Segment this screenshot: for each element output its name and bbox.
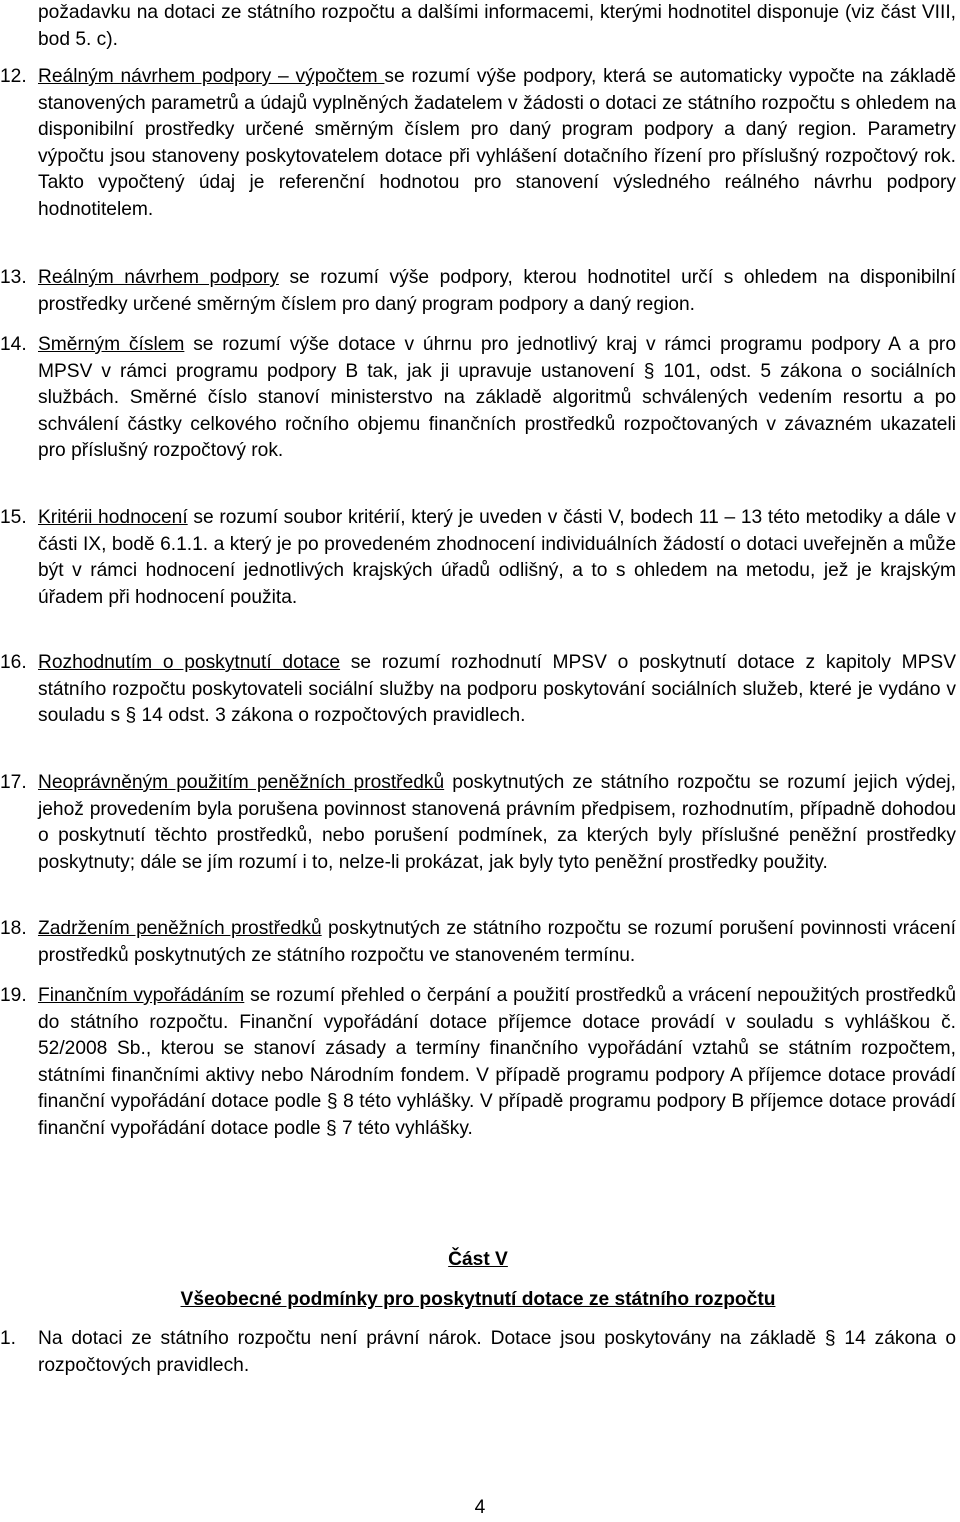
definition-number: 15. <box>0 507 27 528</box>
definition-18 <box>0 916 956 969</box>
definition-body <box>38 64 956 224</box>
definition-19 <box>0 983 956 1143</box>
definition-term: Rozhodnutím o poskytnutí dotace <box>38 652 341 673</box>
section-title: Část V <box>448 1249 508 1270</box>
definition-term: Reálným návrhem podpory <box>38 267 279 288</box>
definition-number: 14. <box>0 334 27 355</box>
definition-text: se rozumí výše podpory, kterou hodnotitel určí s ohledem na disponibilní prostředky určené směrným číslem pro daný program podpory a daný region. <box>38 267 956 315</box>
definition-body <box>38 332 956 465</box>
definition-term: Reálným návrhem podpory – výpočtem <box>38 66 385 87</box>
definition-term: Finančním vypořádáním <box>38 985 245 1006</box>
definition-body <box>38 650 956 730</box>
definition-body <box>38 916 956 969</box>
section-item-text: Na dotaci ze státního rozpočtu není právní nárok. Dotace jsou poskytovány na základě § 14 zákona o rozpočtových pravidlech. <box>38 1328 956 1376</box>
definition-text: se rozumí přehled o čerpání a použití prostředků a vrácení nepoužitých prostředků do státního rozpočtu. Finanční vypořádání dotace příjemce dotace provádí v souladu s vyhláškou č. 52/2008 Sb., kterou se stanoví zásady a termíny finančního vypořádání vztahů se státním rozpočtem, státními finančními aktivy nebo Národním fondem. V případě programu podpory A příjemce dotace provádí finanční vypořádání dotace podle § 8 této vyhlášky. V případě programu podpory B příjemce dotace provádí finanční vypořádání dotace podle § 7 této vyhlášky. <box>38 985 956 1139</box>
definition-number: 19. <box>0 985 27 1006</box>
definition-number: 13. <box>0 267 27 288</box>
definition-text: se rozumí výše podpory, která se automaticky vypočte na základě stanovených parametrů a údajů vyplněných žadatelem v žádosti o dotaci ze státního rozpočtu s ohledem na disponibilní prostředky určené směrným číslem pro daný program podpory a daný region. Parametry výpočtu jsou stanoveny poskytovatelem dotace při vyhlášení dotačního řízení pro příslušný rozpočtový rok. Takto vypočtený údaj je referenční hodnotou pro stanovení výsledného reálného návrhu podpory hodnotitelem. <box>38 66 956 220</box>
definition-body <box>38 770 956 876</box>
section-item-1 <box>0 1326 956 1379</box>
definition-body <box>38 505 956 611</box>
definition-term: Kritérii hodnocení <box>38 507 188 528</box>
definition-17 <box>0 770 956 876</box>
definition-14 <box>0 332 956 465</box>
definition-16 <box>0 650 956 730</box>
section-item-number: 1. <box>0 1328 17 1349</box>
definition-12 <box>0 64 956 224</box>
definition-term: Směrným číslem <box>38 334 185 355</box>
definition-15 <box>0 505 956 611</box>
page-number: 4 <box>474 1497 486 1518</box>
definition-term: Neoprávněným použitím peněžních prostředků <box>38 772 445 793</box>
definition-number: 16. <box>0 652 27 673</box>
definition-body <box>38 983 956 1143</box>
definition-text: se rozumí rozhodnutí MPSV o poskytnutí dotace z kapitoly MPSV státního rozpočtu poskytovateli sociální služby na podporu poskytování sociálních služeb, které je vydáno v souladu s § 14 odst. 3 zákona o rozpočtových pravidlech. <box>38 652 957 727</box>
definition-text: poskytnutých ze státního rozpočtu se rozumí porušení povinnosti vrácení prostředků poskytnutých ze státního rozpočtu ve stanoveném termínu. <box>38 918 956 966</box>
definition-body <box>38 265 956 318</box>
definition-text: poskytnutých ze státního rozpočtu se rozumí jejich výdej, jehož provedením byla porušena povinnost stanovená právním předpisem, rozhodnutím, případně dohodou o poskytnutí těchto prostředků, nebo porušení podmínek, za kterých byly příslušné peněžní prostředky poskytnuty; dále se jím rozumí i to, nelze-li prokázat, jak byly tyto peněžní prostředky použity. <box>38 772 956 873</box>
definition-number: 12. <box>0 66 27 87</box>
definition-13 <box>0 265 956 318</box>
section-subtitle: Všeobecné podmínky pro poskytnutí dotace ze státního rozpočtu <box>180 1289 776 1310</box>
intro-continuation: požadavku na dotaci ze státního rozpočtu a dalšími informacemi, kterými hodnotitel disponuje (viz část VIII, bod 5. c). <box>38 2 956 50</box>
definition-number: 18. <box>0 918 27 939</box>
definition-text: se rozumí výše dotace v úhrnu pro jednotlivý kraj v rámci programu podpory A a pro MPSV v rámci programu podpory B tak, jak ji upravuje ustanovení § 101, odst. 5 zákona o sociálních službách. Směrné číslo stanoví ministerstvo na základě algoritmů schválených vedením resortu a po schválení částky celkového ročního objemu finančních prostředků rozpočtovaných v závazném ukazateli pro příslušný rozpočtový rok. <box>38 334 956 462</box>
definition-term: Zadržením peněžních prostředků <box>38 918 322 939</box>
definition-number: 17. <box>0 772 27 793</box>
definition-text: se rozumí soubor kritérií, který je uveden v části V, bodech 11 – 13 této metodiky a dále v části IX, bodě 6.1.1. a který je po provedeném zhodnocení individuálních žádostí o dotaci uveřejněn a může být v rámci hodnocení jednotlivých krajských úřadů odlišný, a to s ohledem na metodu, jež je krajským úřadem při hodnocení použita. <box>38 507 956 608</box>
